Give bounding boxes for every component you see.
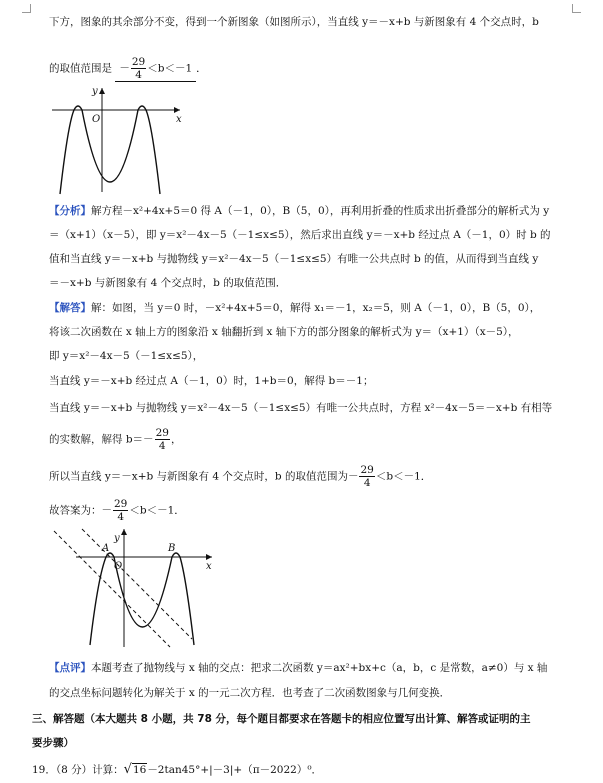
- sqrt-radicand: 16: [132, 764, 147, 776]
- answer-tag: 【解答】: [49, 302, 91, 314]
- fraction: $\frac{29}{4}$: [114, 498, 128, 523]
- answer-line: 当直线 y＝－x+b 与抛物线 y＝x²－4x－5（－1≤x≤5）有唯一公共点时，方程 x²－4x－5＝－x+b 有相等: [49, 402, 553, 414]
- section-heading: 三、解答题（本大题共 8 小题，共 78 分，每个题目都要求在答题卡的相应位置写出计算、解答或证明的主: [32, 713, 531, 725]
- answer-line: 【解答】解：如图，当 y＝0 时，－x²+4x+5＝0，解得 x₁＝－1，x₂＝5，则 A（－1，0），B（5，0），: [49, 302, 541, 314]
- figure-parabola-2: [48, 527, 218, 652]
- analysis-line: 【分析】解方程－x²+4x+5＝0 得 A（－1，0），B（5，0），再利用折叠的性质求出折叠部分的解析式为 y: [49, 205, 550, 217]
- text-line: 下方，图象的其余部分不变，得到一个新图象（如图所示），当直线 y＝－x+b 与新图象有 4 个交点时，b: [49, 16, 539, 28]
- axis-label-x: x: [176, 114, 182, 125]
- answer-blank-line: 的取值范围是 － $\frac{29}{4}$ ＜b＜－1 ．: [49, 56, 207, 81]
- origin-label: O: [92, 114, 101, 125]
- analysis-line: ＝（x+1）（x－5），即 y＝x²－4x－5（－1≤x≤5），然后求出直线 y＝－x+b 经过点 A（－1，0）时 b 的: [49, 229, 551, 241]
- comment-line: 【点评】本题考查了抛物线与 x 轴的交点：把求二次函数 y＝ax²+bx+c（a，b，c 是常数，a≠0）与 x 轴: [49, 662, 548, 674]
- question-19: 19．（8 分）计算：√16－2tan45°+|－3|+（π－2022）⁰．: [32, 762, 323, 777]
- fraction: $\frac{29}{4}$: [155, 427, 169, 452]
- comment-line: 的交点坐标问题转化为解关于 x 的一元二次方程．也考查了二次函数图象与几何变换．: [49, 687, 451, 699]
- point-label-a: A: [102, 543, 110, 554]
- text-line: 的取值范围是: [49, 62, 112, 75]
- fraction: $\frac{29}{4}$: [131, 56, 146, 81]
- answer-line: 所以当直线 y＝－x+b 与新图象有 4 个交点时，b 的取值范围为－ $\frac{29}{4}$ ＜b＜－1．: [49, 464, 432, 489]
- point-label-b: B: [168, 543, 176, 554]
- axis-label-x: x: [206, 561, 212, 572]
- analysis-line: 值和当直线 y＝－x+b 与抛物线 y＝x²－4x－5（－1≤x≤5）有唯一公共点时 b 的值，从而得到当直线 y: [49, 253, 539, 265]
- axis-label-y: y: [114, 533, 120, 544]
- sqrt-sign: √: [123, 762, 132, 777]
- corner-mark-tl: [22, 4, 31, 13]
- analysis-tag: 【分析】: [49, 205, 91, 217]
- origin-label: O: [114, 561, 123, 572]
- corner-mark-tr: [572, 4, 581, 13]
- answer-line: 故答案为：－ $\frac{29}{4}$ ＜b＜－1．: [49, 498, 185, 523]
- answer-line: 将该二次函数在 x 轴上方的图象沿 x 轴翻折到 x 轴下方的部分图象的解析式为 y＝（x+1）（x－5），: [49, 326, 519, 338]
- answer-line: 的实数解，解得 b＝－ $\frac{29}{4}$ ，: [49, 427, 182, 452]
- answer-blank: － $\frac{29}{4}$ ＜b＜－1: [115, 56, 196, 82]
- analysis-line: ＝－x+b 与新图象有 4 个交点时，b 的取值范围．: [49, 277, 287, 289]
- answer-line: 即 y＝x²－4x－5（－1≤x≤5），: [49, 350, 204, 362]
- axis-label-y: y: [92, 86, 98, 97]
- comment-tag: 【点评】: [49, 662, 91, 674]
- fraction: $\frac{29}{4}$: [360, 464, 374, 489]
- section-heading: 要步骤）: [32, 737, 74, 749]
- figure-parabola-1: [48, 84, 198, 199]
- answer-line: 当直线 y＝－x+b 经过点 A（－1，0）时，1+b＝0，解得 b＝－1；: [49, 375, 374, 387]
